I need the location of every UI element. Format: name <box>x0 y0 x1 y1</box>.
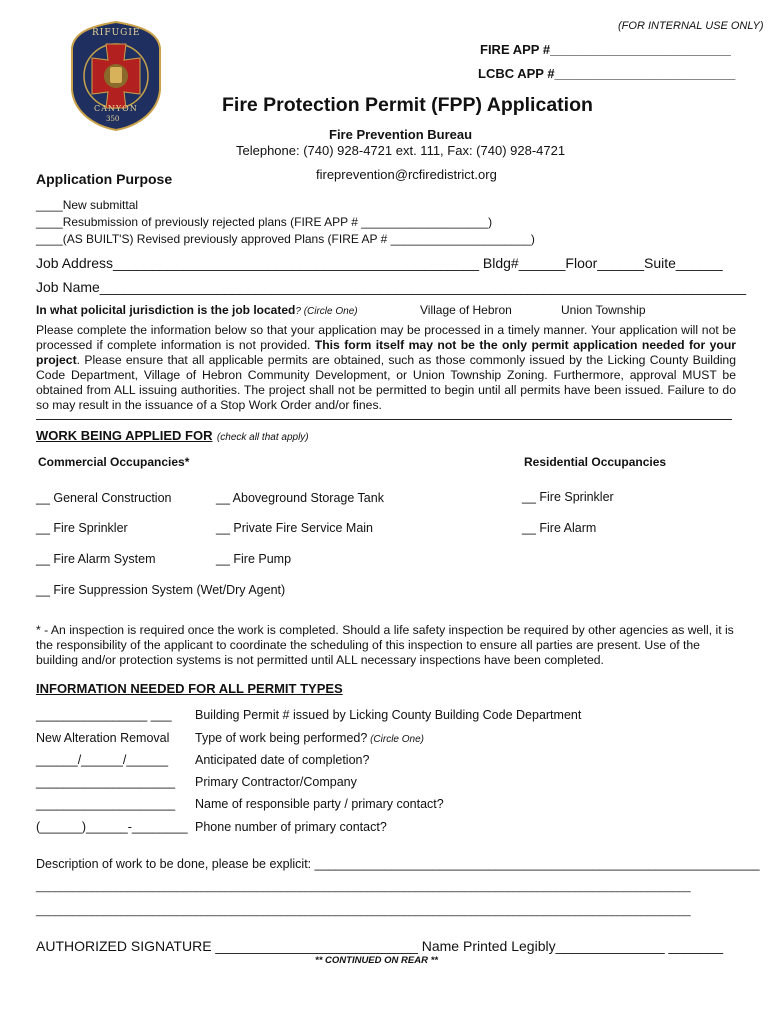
commercial-heading: Commercial Occupancies* <box>38 455 190 469</box>
work-description-line-2[interactable]: ___________________________________________________________________________________________________________ <box>36 881 691 893</box>
contractor-field[interactable]: ____________________ <box>36 775 176 789</box>
work-private-fire-service-main[interactable]: __ Private Fire Service Main <box>216 521 374 535</box>
completion-date-label: Anticipated date of completion? <box>195 753 370 767</box>
responsible-party-field[interactable]: ____________________ <box>36 797 176 811</box>
continued-on-rear: ** CONTINUED ON REAR ** <box>315 955 438 966</box>
intro-text-2: . Please ensure that all applicable permits are obtained, such as those commonly issued by the Licking County Building Code Department, Village of Hebron Community Development, or Union Township Zoning. Furthermore, approval MUST be obtained from ALL issuing authorities. The project shall not be permitted to begin until all permits have been issued. Failure to do so may result in the issuance of a Stop Work Order and/or fines. <box>36 353 736 412</box>
lcbc-app-number-field[interactable]: LCBC APP #_________________________ <box>478 66 736 81</box>
jurisdiction-hint: ? (Circle One) <box>295 306 358 317</box>
bureau-name: Fire Prevention Bureau <box>329 127 473 142</box>
purpose-option-resubmission[interactable]: ____Resubmission of previously rejected plans (FIRE APP # ___________________) <box>36 215 493 229</box>
email-line: fireprevention@rcfiredistrict.org <box>316 167 497 182</box>
job-name-field[interactable]: Job Name___________________________________________________________________________________ <box>36 279 747 295</box>
contractor-label: Primary Contractor/Company <box>195 775 357 789</box>
building-permit-field[interactable]: ________________ ___ <box>36 708 172 722</box>
section-divider <box>36 419 732 420</box>
internal-use-note: (FOR INTERNAL USE ONLY) <box>618 20 764 32</box>
application-purpose-heading: Application Purpose <box>36 171 173 187</box>
work-section-heading <box>36 427 309 445</box>
fire-district-logo <box>70 20 162 132</box>
jurisdiction-question <box>36 303 358 317</box>
job-address-field[interactable]: Job Address_______________________________________________ Bldg#______Floor______Suite______ <box>36 255 723 271</box>
work-fire-pump[interactable]: __ Fire Pump <box>216 552 292 566</box>
info-heading: INFORMATION NEEDED FOR ALL PERMIT TYPES <box>36 681 343 696</box>
work-commercial-fire-sprinkler[interactable]: __ Fire Sprinkler <box>36 521 128 535</box>
work-description-line-3[interactable]: ___________________________________________________________________________________________________________ <box>36 905 691 917</box>
fire-app-number-field[interactable]: FIRE APP #_________________________ <box>480 42 731 57</box>
work-aboveground-storage-tank[interactable]: __ Aboveground Storage Tank <box>216 491 384 505</box>
work-heading-text: WORK BEING APPLIED FOR <box>36 428 213 443</box>
work-fire-alarm-system[interactable]: __ Fire Alarm System <box>36 552 156 566</box>
contact-phone-label: Phone number of primary contact? <box>195 820 387 834</box>
work-residential-fire-sprinkler[interactable]: __ Fire Sprinkler <box>522 490 614 504</box>
responsible-party-label: Name of responsible party / primary contact? <box>195 797 444 811</box>
work-description-field[interactable]: Description of work to be done, please be explicit: ________________________________________________________________ <box>36 857 760 871</box>
work-type-label-text: Type of work being performed? <box>195 731 368 745</box>
jurisdiction-option-hebron[interactable]: Village of Hebron <box>420 303 512 317</box>
telephone-line: Telephone: (740) 928-4721 ext. 111, Fax: (740) 928-4721 <box>236 143 566 158</box>
logo-bottom-text: CANYON <box>94 104 138 113</box>
authorized-signature-field[interactable]: AUTHORIZED SIGNATURE __________________________ Name Printed Legibly______________ _______ <box>36 938 723 954</box>
jurisdiction-question-text: In what policital jurisdiction is the job located <box>36 303 296 317</box>
intro-text-bold: This form itself may not be the only permit application needed for your project <box>36 338 737 367</box>
work-residential-fire-alarm[interactable]: __ Fire Alarm <box>522 521 597 535</box>
intro-text-1: Please complete the information below so that your application may be processed in a timely manner. Your application will not be processed if complete information is not provided. <box>36 323 736 352</box>
completion-date-field[interactable]: ______/______/______ <box>36 753 169 767</box>
work-general-construction[interactable]: __ General Construction <box>36 491 172 505</box>
page-title: Fire Protection Permit (FPP) Application <box>222 94 593 116</box>
residential-heading: Residential Occupancies <box>524 455 667 469</box>
intro-paragraph <box>36 323 736 413</box>
work-type-hint: (Circle One) <box>367 734 425 745</box>
contact-phone-field[interactable]: (______)______-________ <box>36 820 188 834</box>
logo-number: 350 <box>106 115 120 123</box>
work-type-options[interactable]: New Alteration Removal <box>36 731 170 745</box>
inspection-note: * - An inspection is required once the work is completed. Should a life safety inspection be required by other agencies as well, it is the responsibility of the applicant to coordinate the scheduling of this inspection to ensure all parties are present. Use of the building and/or protection systems is not permitted until ALL necessary inspections have been completed. <box>36 623 734 667</box>
logo-top-text: RIFUGIE <box>92 28 141 38</box>
purpose-option-as-built[interactable]: ____(AS BUILT'S) Revised previously approved Plans (FIRE AP # _____________________) <box>36 232 535 246</box>
jurisdiction-option-union[interactable]: Union Township <box>561 303 646 317</box>
work-type-label <box>195 731 424 745</box>
building-permit-label: Building Permit # issued by Licking County Building Code Department <box>195 708 582 722</box>
work-fire-suppression-system[interactable]: __ Fire Suppression System (Wet/Dry Agent) <box>36 583 286 597</box>
purpose-option-new[interactable]: ____New submittal <box>36 198 139 212</box>
work-heading-hint: (check all that apply) <box>216 432 309 443</box>
